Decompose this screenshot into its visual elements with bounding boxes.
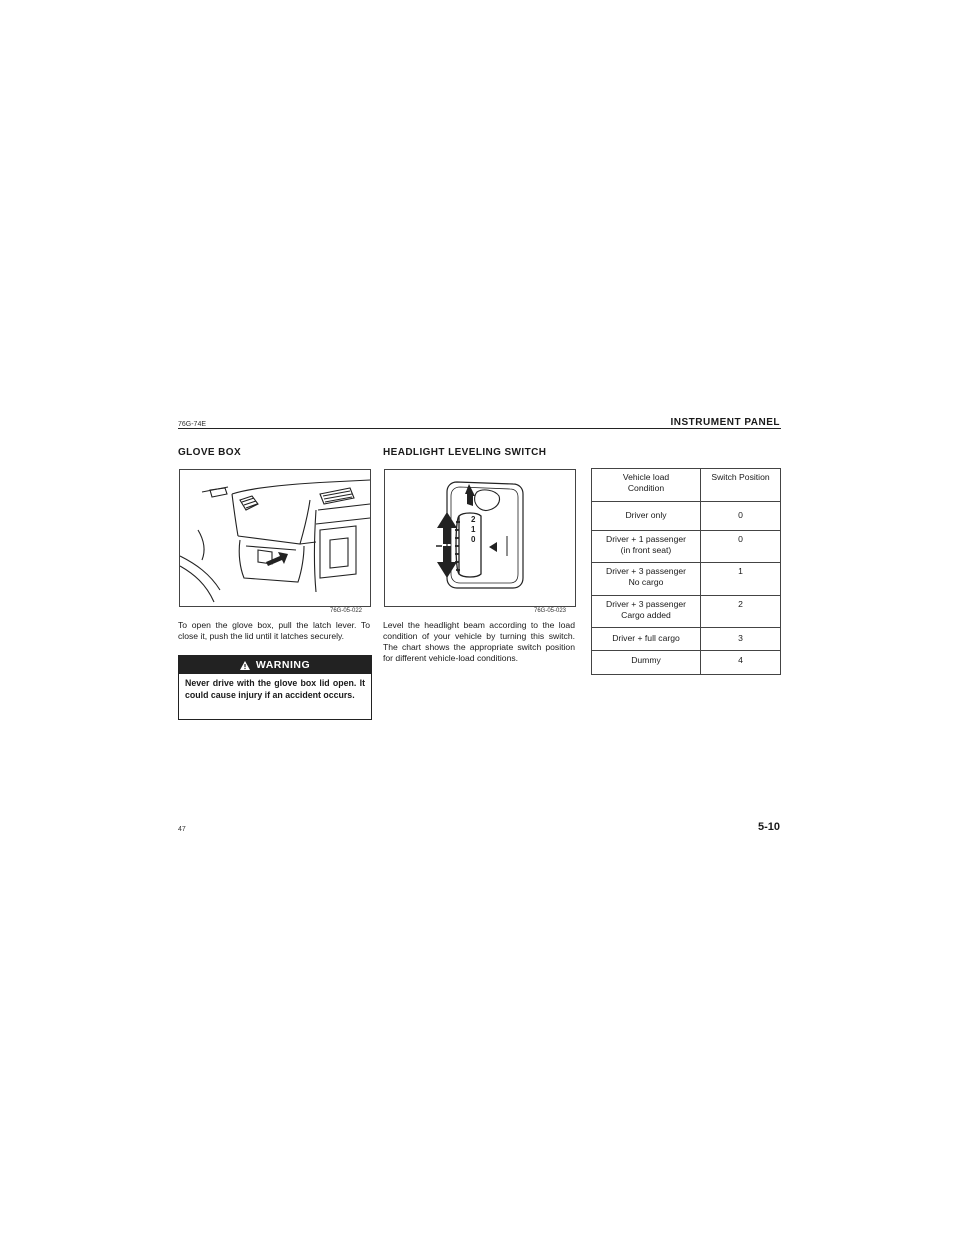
table-cell: Driver + 1 passenger (in front seat): [592, 531, 701, 563]
page-number: 47: [178, 826, 186, 833]
headlight-heading: HEADLIGHT LEVELING SWITCH: [383, 447, 547, 458]
warning-text: Never drive with the glove box lid open. It could cause injury if an accident occurs.: [185, 678, 365, 700]
arrow-up-icon: [437, 512, 457, 544]
warning-header: [179, 656, 371, 674]
table-row: [592, 563, 781, 596]
table-row: [592, 531, 781, 563]
table-row: [592, 628, 781, 651]
table-cell: Driver + 3 passenger No cargo: [592, 563, 701, 596]
table-cell: Driver + 3 passenger Cargo added: [592, 596, 701, 628]
dial-label: 0: [471, 535, 476, 544]
table-header-cell: Vehicle load Condition: [592, 469, 701, 502]
glove-box-instructions: To open the glove box, pull the latch lever. To close it, push the lid until it latches securely.: [178, 620, 370, 641]
arrow-down-icon: [437, 546, 457, 578]
table-cell: 3: [701, 628, 781, 651]
section-title: INSTRUMENT PANEL: [670, 417, 780, 428]
leveling-dial-icon: [455, 513, 481, 577]
table-cell: 2: [701, 596, 781, 628]
headlight-switch-illustration: [385, 470, 575, 606]
table-row: [592, 502, 781, 531]
headlight-switch-figure: [384, 469, 576, 607]
glove-box-illustration: [180, 470, 370, 606]
table-row: [592, 651, 781, 675]
dial-label: 1: [471, 525, 476, 534]
table-cell: Driver only: [592, 502, 701, 531]
warning-label: WARNING: [255, 659, 311, 671]
warning-triangle-icon: [240, 661, 250, 670]
table-cell: 0: [701, 502, 781, 531]
table-cell: 4: [738, 655, 743, 665]
load-condition-table: [591, 468, 781, 675]
table-cell: Driver + full cargo: [592, 628, 701, 651]
table-header-row: [592, 469, 781, 502]
dial-label: 2: [471, 515, 476, 524]
headlight-instructions: Level the headlight beam according to the load condition of your vehicle by turning this switch. The chart shows the appropriate switch position for different vehicle-load conditions.: [383, 620, 575, 663]
glove-box-heading: GLOVE BOX: [178, 447, 242, 458]
glove-box-figure-code: 76G-05-022: [330, 608, 363, 614]
header-rule: [178, 428, 781, 429]
warning-box: [178, 655, 372, 720]
document-code: 76G-74E: [178, 421, 207, 428]
table-cell: Dummy: [592, 651, 701, 675]
table-row: [592, 596, 781, 628]
page-label: 5-10: [757, 821, 780, 833]
glove-box-figure: [179, 469, 371, 607]
table-cell: 0: [701, 531, 781, 563]
headlight-figure-code: 76G-05-023: [534, 608, 567, 614]
table-cell: 1: [701, 563, 781, 596]
pointer-triangle-icon: [489, 542, 497, 552]
table-header-cell: Switch Position: [701, 469, 781, 502]
